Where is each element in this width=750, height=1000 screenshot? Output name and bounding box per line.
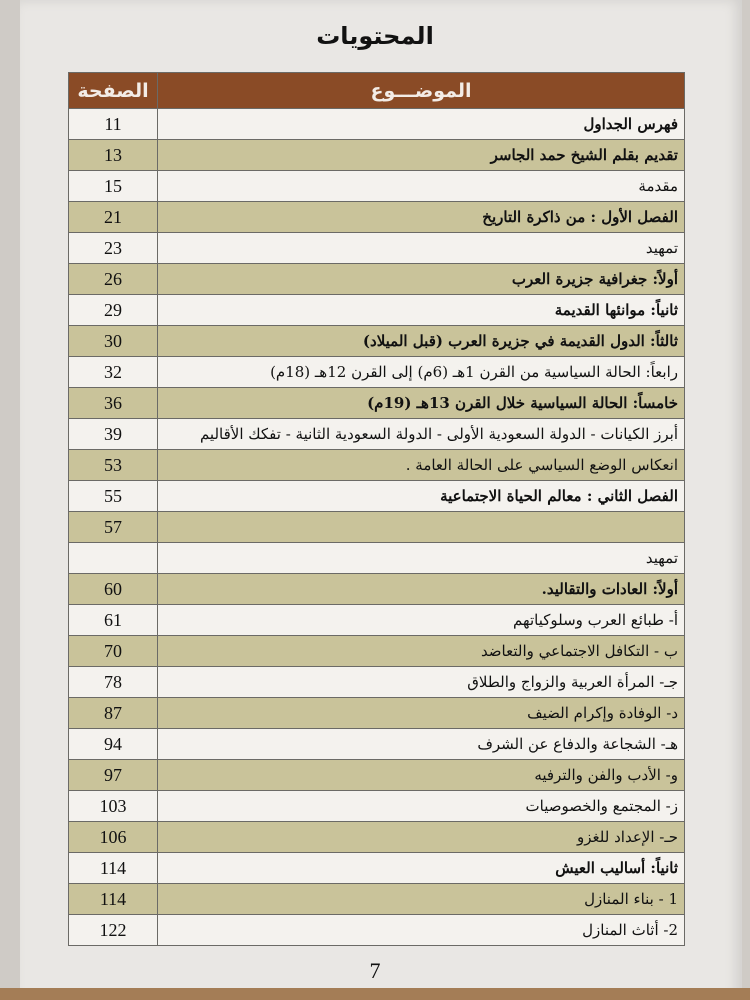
- row-page: 15: [69, 171, 158, 202]
- row-topic: أولاً: جغرافية جزيرة العرب: [158, 264, 685, 295]
- row-page: 122: [69, 915, 158, 946]
- table-row: [69, 853, 685, 884]
- row-topic: د- الوفادة وإكرام الضيف: [158, 698, 685, 729]
- row-topic: هـ- الشجاعة والدفاع عن الشرف: [158, 729, 685, 760]
- table-header-row: [69, 73, 685, 109]
- row-topic: مقدمة: [158, 171, 685, 202]
- row-page: 30: [69, 326, 158, 357]
- row-topic: تقديم بقلم الشيخ حمد الجاسر: [158, 140, 685, 171]
- table-row: [69, 140, 685, 171]
- row-topic: 1 - بناء المنازل: [158, 884, 685, 915]
- row-topic: 2- أثاث المنازل: [158, 915, 685, 946]
- row-page: 11: [69, 109, 158, 140]
- row-topic: فهرس الجداول: [158, 109, 685, 140]
- table-row: [69, 884, 685, 915]
- table-row: [69, 636, 685, 667]
- row-topic: حـ- الإعداد للغزو: [158, 822, 685, 853]
- table-row: [69, 729, 685, 760]
- row-page: 26: [69, 264, 158, 295]
- row-page: 53: [69, 450, 158, 481]
- row-page: 106: [69, 822, 158, 853]
- row-page: 21: [69, 202, 158, 233]
- table-row: [69, 512, 685, 543]
- row-page: 61: [69, 605, 158, 636]
- row-topic: و- الأدب والفن والترفيه: [158, 760, 685, 791]
- row-page: 114: [69, 853, 158, 884]
- row-topic: رابعاً: الحالة السياسية من القرن 1هـ (6م) إلى القرن 12هـ (18م): [158, 357, 685, 388]
- table-row: [69, 791, 685, 822]
- table-row: [69, 574, 685, 605]
- table-row: [69, 605, 685, 636]
- row-topic: ب - التكافل الاجتماعي والتعاضد: [158, 636, 685, 667]
- row-topic: أبرز الكيانات - الدولة السعودية الأولى - الدولة السعودية الثانية - تفكك الأقاليم: [158, 419, 685, 450]
- row-topic: جـ- المرأة العربية والزواج والطلاق: [158, 667, 685, 698]
- table-row: [69, 109, 685, 140]
- row-page: 29: [69, 295, 158, 326]
- table-row: [69, 233, 685, 264]
- row-topic: انعكاس الوضع السياسي على الحالة العامة .: [158, 450, 685, 481]
- row-topic: الفصل الثاني : معالم الحياة الاجتماعية: [158, 481, 685, 512]
- table-row: [69, 543, 685, 574]
- table-row: [69, 357, 685, 388]
- row-topic: تمهيد: [158, 233, 685, 264]
- desk-edge: [0, 988, 750, 1000]
- row-page: 94: [69, 729, 158, 760]
- row-topic: تمهيد: [158, 543, 685, 574]
- row-page: 39: [69, 419, 158, 450]
- row-topic: أولاً: العادات والتقاليد.: [158, 574, 685, 605]
- row-page: [69, 543, 158, 574]
- row-page: 87: [69, 698, 158, 729]
- table-row: [69, 202, 685, 233]
- row-page: 32: [69, 357, 158, 388]
- row-page: 97: [69, 760, 158, 791]
- row-page: 70: [69, 636, 158, 667]
- row-page: 57: [69, 512, 158, 543]
- row-page: 36: [69, 388, 158, 419]
- row-page: 78: [69, 667, 158, 698]
- table-row: [69, 822, 685, 853]
- table-row: [69, 295, 685, 326]
- page-number: 7: [369, 958, 381, 983]
- row-topic: ثانياً: أساليب العيش: [158, 853, 685, 884]
- row-topic: ثانياً: موانئها القديمة: [158, 295, 685, 326]
- row-topic: ز- المجتمع والخصوصيات: [158, 791, 685, 822]
- row-topic: [158, 512, 685, 543]
- table-row: [69, 419, 685, 450]
- contents-table: [68, 72, 685, 946]
- table-row: [69, 760, 685, 791]
- table-row: [69, 264, 685, 295]
- table-row: [69, 481, 685, 512]
- row-page: 60: [69, 574, 158, 605]
- row-topic: أ- طبائع العرب وسلوكياتهم: [158, 605, 685, 636]
- table-row: [69, 698, 685, 729]
- row-page: 23: [69, 233, 158, 264]
- row-topic: خامساً: الحالة السياسية خلال القرن 13هـ (19م): [158, 388, 685, 419]
- contents-body: [69, 109, 685, 946]
- header-page: الصفحة: [69, 73, 158, 109]
- row-page: 103: [69, 791, 158, 822]
- row-page: 114: [69, 884, 158, 915]
- table-row: [69, 915, 685, 946]
- table-row: [69, 667, 685, 698]
- table-row: [69, 388, 685, 419]
- table-row: [69, 450, 685, 481]
- row-topic: الفصل الأول : من ذاكرة التاريخ: [158, 202, 685, 233]
- row-page: 13: [69, 140, 158, 171]
- page-title: المحتويات: [316, 22, 434, 50]
- table-row: [69, 326, 685, 357]
- row-page: 55: [69, 481, 158, 512]
- header-topic: الموضـــوع: [158, 73, 685, 109]
- table-row: [69, 171, 685, 202]
- row-topic: ثالثاً: الدول القديمة في جزيرة العرب (قبل الميلاد): [158, 326, 685, 357]
